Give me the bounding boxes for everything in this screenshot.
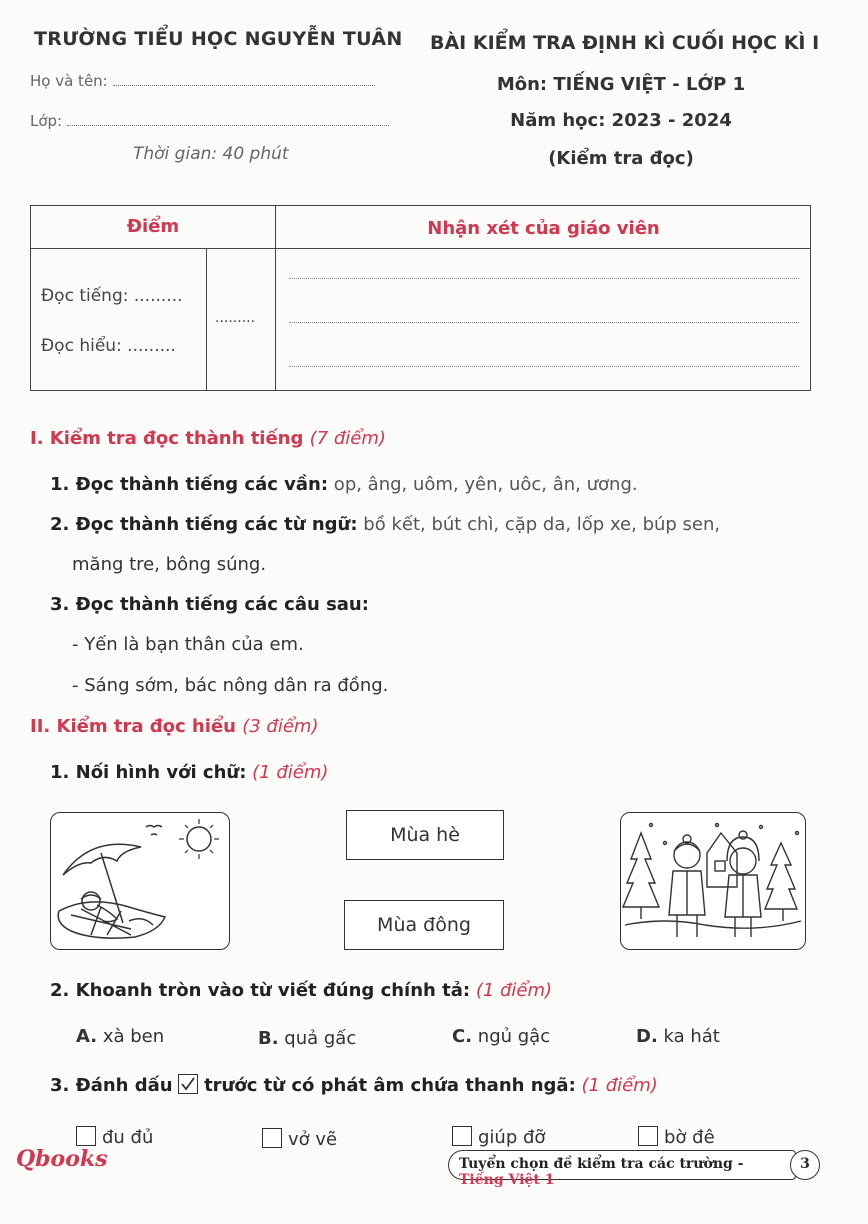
exam-type: (Kiểm tra đọc) — [548, 148, 694, 169]
checkmark-icon — [178, 1074, 198, 1094]
reading-aloud-score: Đọc tiếng: ......... — [41, 286, 183, 306]
option-b[interactable]: B. quả gấc — [258, 1028, 357, 1049]
winter-kids-picture[interactable] — [620, 812, 806, 950]
checkbox-option-2[interactable]: vở vẽ — [262, 1128, 337, 1150]
s1-q2: 2. Đọc thành tiếng các từ ngữ: bồ kết, bút chì, cặp da, lốp xe, búp sen, — [50, 514, 721, 535]
page-number: 3 — [790, 1150, 820, 1180]
option-a[interactable]: A. xà ben — [76, 1026, 165, 1047]
s2-q3: 3. Đánh dấu trước từ có phát âm chứa thanh ngã: (1 điểm) — [50, 1075, 658, 1096]
class-label: Lớp: — [30, 112, 67, 130]
footer-series-badge: Tuyển chọn đề kiểm tra các trường - Tiếng Việt 1 — [448, 1150, 796, 1180]
publisher-logo: Qbooks — [16, 1146, 108, 1172]
checkbox-option-4[interactable]: bờ đê — [638, 1126, 715, 1148]
s1-q1: 1. Đọc thành tiếng các vần: op, âng, uôm, yên, uôc, ân, ương. — [50, 474, 638, 495]
school-year: Năm học: 2023 - 2024 — [510, 110, 732, 131]
school-name: TRƯỜNG TIỂU HỌC NGUYỄN TUÂN — [34, 28, 403, 50]
section2-title: II. Kiểm tra đọc hiểu (3 điểm) — [30, 716, 319, 737]
name-label: Họ và tên: — [30, 72, 113, 90]
checkbox-option-1[interactable]: đu đủ — [76, 1126, 153, 1148]
s2-q2: 2. Khoanh tròn vào từ viết đúng chính tả: (1 điểm) — [50, 980, 553, 1001]
s1-q3: 3. Đọc thành tiếng các câu sau: — [50, 594, 369, 615]
exam-title: BÀI KIỂM TRA ĐỊNH KÌ CUỐI HỌC KÌ I — [430, 32, 820, 54]
checkbox-option-3[interactable]: giúp đỡ — [452, 1126, 545, 1148]
s2-q1: 1. Nối hình với chữ: (1 điểm) — [50, 762, 329, 783]
word-card-summer[interactable]: Mùa hè — [346, 810, 504, 860]
score-header: Điểm — [126, 216, 180, 237]
checkbox-icon[interactable] — [76, 1126, 96, 1146]
comment-header: Nhận xét của giáo viên — [427, 218, 660, 239]
checkbox-icon[interactable] — [638, 1126, 658, 1146]
subject: Môn: TIẾNG VIỆT - LỚP 1 — [496, 74, 746, 95]
class-field — [30, 112, 389, 130]
summer-beach-picture[interactable] — [50, 812, 230, 950]
exam-time: Thời gian: 40 phút — [133, 144, 289, 164]
s1-q3-sentence1: - Yến là bạn thân của em. — [72, 634, 304, 655]
winter-children-illustration — [621, 813, 805, 949]
section1-title: I. Kiểm tra đọc thành tiếng (7 điểm) — [30, 428, 386, 449]
checkbox-icon[interactable] — [452, 1126, 472, 1146]
option-d[interactable]: D. ka hát — [636, 1026, 720, 1047]
beach-umbrella-sun-illustration — [51, 813, 229, 949]
s1-q2-cont: măng tre, bông súng. — [72, 554, 267, 575]
score-table — [30, 205, 811, 391]
checkbox-icon[interactable] — [262, 1128, 282, 1148]
reading-comp-score: Đọc hiểu: ......... — [41, 336, 176, 356]
s1-q3-sentence2: - Sáng sớm, bác nông dân ra đồng. — [72, 675, 389, 696]
student-name-field — [30, 72, 375, 90]
option-c[interactable]: C. ngủ gậc — [452, 1026, 551, 1047]
word-card-winter[interactable]: Mùa đông — [344, 900, 504, 950]
total-score: ......... — [215, 310, 256, 326]
